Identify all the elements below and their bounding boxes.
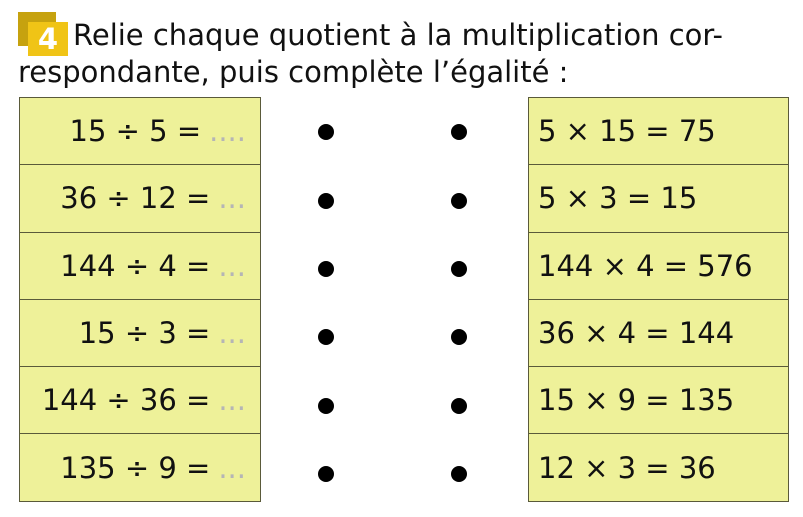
right-connector-dot[interactable] <box>451 466 467 482</box>
quotient-cell <box>19 97 261 165</box>
answer-blank[interactable]: ... <box>218 248 246 283</box>
quotient-cell <box>19 232 261 300</box>
multiplication-cell: 5 × 3 = 15 <box>528 164 789 232</box>
multiplication-cell: 15 × 9 = 135 <box>528 366 789 434</box>
left-connector-dot[interactable] <box>318 124 334 140</box>
answer-blank[interactable]: .... <box>209 114 246 149</box>
instruction-line-1: Relie chaque quotient à la multiplication cor- <box>73 18 723 52</box>
instruction-line-2: respondante, puis complète l’égalité : <box>18 55 569 89</box>
left-connector-dot[interactable] <box>318 193 334 209</box>
answer-blank[interactable]: ... <box>218 450 246 485</box>
right-connector-dot[interactable] <box>451 261 467 277</box>
answer-blank[interactable]: ... <box>218 316 246 351</box>
quotients-column <box>19 97 261 502</box>
right-connector-dot[interactable] <box>451 329 467 345</box>
left-connector-dot[interactable] <box>318 261 334 277</box>
quotient-cell <box>19 433 261 501</box>
right-connector-dot[interactable] <box>451 124 467 140</box>
right-connector-dot[interactable] <box>451 193 467 209</box>
answer-blank[interactable]: ... <box>218 181 246 216</box>
quotient-cell <box>19 299 261 367</box>
quotient-expression: 144 ÷ 36 = <box>41 383 211 418</box>
answer-blank[interactable]: ... <box>218 383 246 418</box>
multiplication-cell: 5 × 15 = 75 <box>528 97 789 165</box>
multiplication-cell: 12 × 3 = 36 <box>528 433 789 501</box>
right-connector-dot[interactable] <box>451 398 467 414</box>
quotient-expression: 135 ÷ 9 = <box>60 450 211 485</box>
multiplication-cell: 36 × 4 = 144 <box>528 299 789 367</box>
multiplications-column <box>528 97 789 502</box>
multiplication-cell: 144 × 4 = 576 <box>528 232 789 300</box>
exercise-instruction <box>18 17 798 91</box>
quotient-expression: 15 ÷ 5 = <box>69 114 202 149</box>
exercise-number: 4 <box>37 22 59 56</box>
quotient-expression: 36 ÷ 12 = <box>60 181 211 216</box>
left-connector-dot[interactable] <box>318 466 334 482</box>
quotient-expression: 144 ÷ 4 = <box>60 248 211 283</box>
quotient-expression: 15 ÷ 3 = <box>78 316 211 351</box>
left-connector-dot[interactable] <box>318 398 334 414</box>
quotient-cell <box>19 164 261 232</box>
left-connector-dot[interactable] <box>318 329 334 345</box>
quotient-cell <box>19 366 261 434</box>
